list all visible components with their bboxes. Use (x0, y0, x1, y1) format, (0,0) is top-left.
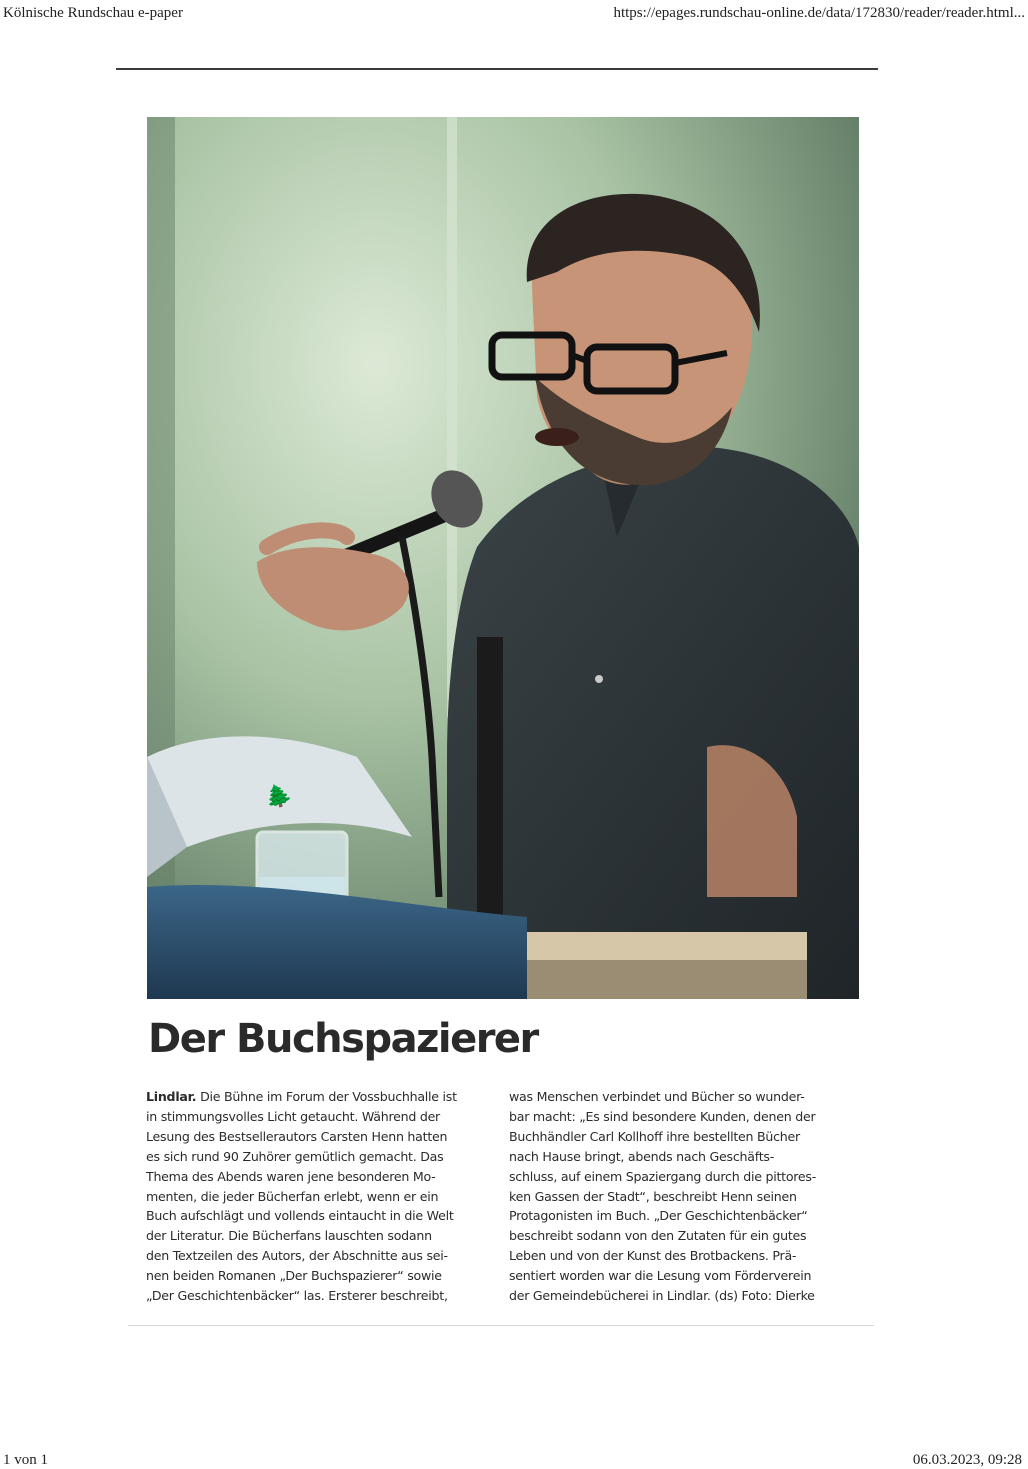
browser-page-title: Kölnische Rundschau e-paper (3, 5, 183, 21)
article-column-2 (509, 1087, 861, 1306)
column-1-line: Buch aufschlägt und vollends eintaucht in die Welt (146, 1208, 454, 1224)
column-1-line: „Der Geschichtenbäcker“ las. Ersterer beschreibt, (146, 1288, 448, 1304)
column-2-line: Buchhändler Carl Kollhoff ihre bestellten Bücher (509, 1128, 800, 1144)
column-2-line: Leben und von der Kunst des Brotbackens. Prä- (509, 1248, 797, 1264)
column-1-line-0 (146, 1087, 498, 1107)
column-1-line: der Literatur. Die Bücherfans lauschten sodann (146, 1228, 432, 1244)
browser-url: https://epages.rundschau-online.de/data/172830/reader/reader.html... (613, 5, 1025, 21)
article-photo (147, 117, 859, 999)
column-1-line: Lesung des Bestsellerautors Carsten Henn hatten (146, 1128, 448, 1144)
reading-author-illustration (147, 117, 859, 999)
article-column-1 (146, 1087, 498, 1306)
column-2-line: ken Gassen der Stadt“, beschreibt Henn seinen (509, 1188, 797, 1204)
column-2-line: Protagonisten im Buch. „Der Geschichtenbäcker“ (509, 1208, 808, 1224)
bottom-divider (128, 1325, 874, 1326)
column-1-line: es sich rund 90 Zuhörer gemütlich gemacht. Das (146, 1148, 444, 1164)
article-headline: Der Buchspazierer (148, 1016, 538, 1062)
column-1-line: Thema des Abends waren jene besonderen Mo- (146, 1168, 436, 1184)
column-1-line: menten, die jeder Bücherfan erlebt, wenn er ein (146, 1188, 439, 1204)
column-2-line: was Menschen verbindet und Bücher so wunder- (509, 1089, 805, 1104)
column-2-line: der Gemeindebücherei in Lindlar. (ds) Foto: Dierke (509, 1288, 815, 1304)
column-1-line: in stimmungsvolles Licht getaucht. Während der (146, 1108, 440, 1124)
column-2-line: nach Hause bringt, abends nach Geschäfts- (509, 1148, 774, 1164)
column-1-line: den Textzeilen des Autors, der Abschnitte aus sei- (146, 1248, 448, 1264)
column-1-line: nen beiden Romanen „Der Buchspazierer“ sowie (146, 1268, 442, 1284)
column-1-first-line: Die Bühne im Forum der Vossbuchhalle ist (196, 1089, 457, 1104)
column-2-line: schluss, auf einem Spaziergang durch die pittores- (509, 1168, 817, 1184)
print-timestamp: 06.03.2023, 09:28 (912, 1452, 1022, 1468)
column-2-line: sentiert worden war die Lesung vom Förderverein (509, 1268, 812, 1284)
column-2-line: bar macht: „Es sind besondere Kunden, denen der (509, 1108, 816, 1124)
article-dateline: Lindlar. (146, 1089, 197, 1104)
top-divider (116, 68, 878, 70)
svg-text:🌲: 🌲 (261, 780, 295, 813)
column-2-line: beschreibt sodann von den Zutaten für ein gutes (509, 1228, 807, 1244)
page-counter: 1 von 1 (3, 1452, 48, 1468)
